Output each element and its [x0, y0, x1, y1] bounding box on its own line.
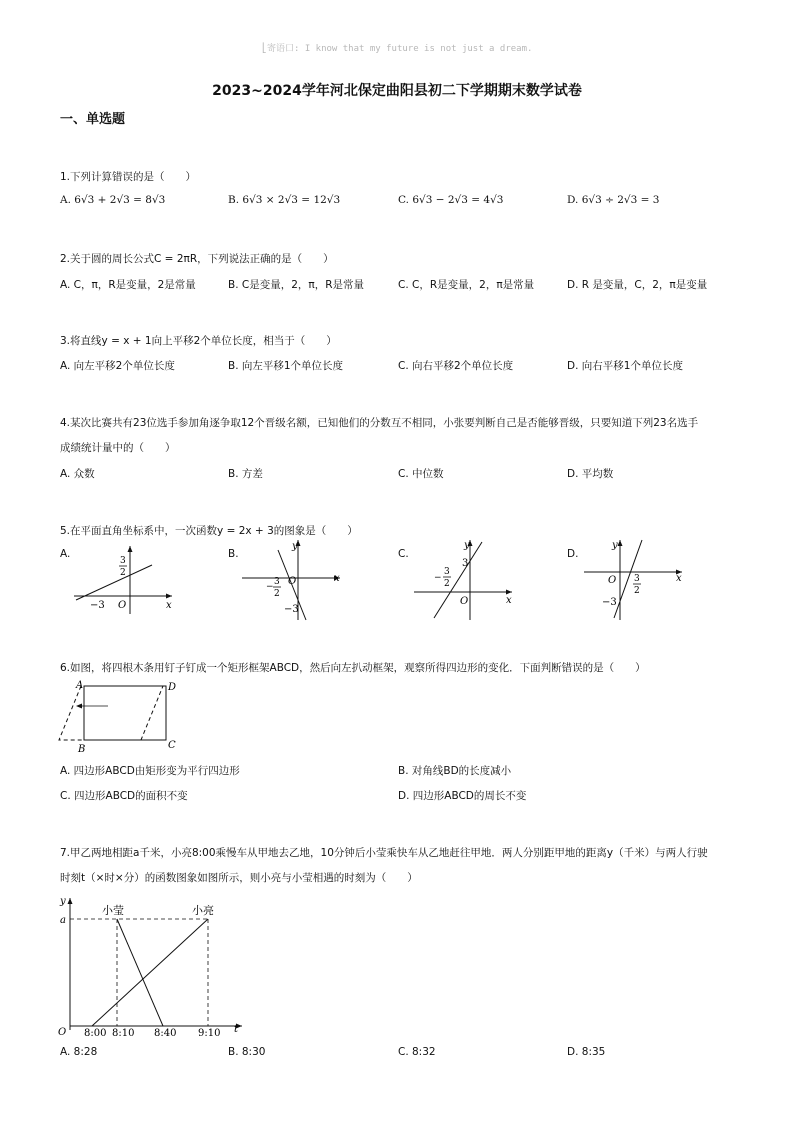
origin-label: O	[608, 575, 617, 586]
parallelogram-dashed	[59, 686, 163, 740]
watermark: ⎣寄语口: I know that my future is not just a dream.	[261, 44, 533, 54]
q6-option-b[interactable]: B. 对角线BD的长度减小	[398, 765, 512, 777]
q3-option-b[interactable]: B. 向左平移1个单位长度	[228, 360, 344, 372]
liang-label: 小亮	[192, 904, 214, 917]
tick-800: 8:00	[84, 1028, 107, 1039]
q4-option-d[interactable]: D. 平均数	[567, 468, 614, 480]
question-5-stem: 5.在平面直角坐标系中，一次函数y = 2x + 3的图象是（ ）	[60, 525, 358, 537]
pos3-label: 3	[462, 558, 469, 569]
q1-option-b[interactable]: B. 6√3 × 2√3 = 12√3	[228, 194, 341, 206]
y-axis-arrow	[128, 546, 133, 552]
y-label: y	[292, 541, 298, 552]
x-label: x	[676, 573, 682, 584]
function-line	[76, 565, 152, 600]
q5-option-c[interactable]: C.	[398, 548, 409, 560]
q2-option-b[interactable]: B. C是变量，2，π，R是常量	[228, 279, 365, 291]
y-label: y	[60, 896, 66, 907]
liang-line	[92, 919, 208, 1026]
q4-option-b[interactable]: B. 方差	[228, 468, 263, 480]
point-d: D	[168, 682, 177, 693]
neg3-label: −3	[284, 604, 299, 615]
question-3-stem: 3.将直线y = x + 1向上平移2个单位长度，相当于（ ）	[60, 335, 337, 347]
frac-den: 2	[634, 586, 640, 596]
q5-graph-b	[236, 536, 348, 622]
q3-option-c[interactable]: C. 向右平移2个单位长度	[398, 360, 514, 372]
q5-graph-c	[408, 536, 520, 622]
q5-option-b[interactable]: B.	[228, 548, 239, 560]
q6-option-a[interactable]: A. 四边形ABCD由矩形变为平行四边形	[60, 765, 240, 777]
q5-option-a[interactable]: A.	[60, 548, 71, 560]
tick-910: 9:10	[198, 1028, 221, 1039]
y-label: y	[612, 540, 618, 551]
q5-graph-d	[578, 536, 690, 622]
question-2-stem: 2.关于圆的周长公式C = 2πR，下列说法正确的是（ ）	[60, 253, 334, 265]
frac-num: 3	[120, 556, 126, 566]
y-axis-arrow	[68, 898, 73, 904]
x-label: x	[166, 600, 172, 611]
y-label: y	[464, 540, 470, 551]
q6-option-d[interactable]: D. 四边形ABCD的周长不变	[398, 790, 527, 802]
x-label: x	[334, 573, 340, 584]
point-b: B	[78, 744, 86, 755]
rectangle-frame	[84, 686, 166, 740]
q6-option-c[interactable]: C. 四边形ABCD的面积不变	[60, 790, 188, 802]
origin-label: O	[288, 576, 297, 587]
q2-option-c[interactable]: C. C，R是变量，2，π是常量	[398, 279, 535, 291]
q7-option-b[interactable]: B. 8:30	[228, 1046, 266, 1058]
q4-option-a[interactable]: A. 众数	[60, 468, 95, 480]
q7-option-a[interactable]: A. 8:28	[60, 1046, 98, 1058]
q7-option-c[interactable]: C. 8:32	[398, 1046, 436, 1058]
q3-option-d[interactable]: D. 向右平移1个单位长度	[567, 360, 683, 372]
t-label: t	[234, 1024, 239, 1035]
question-4-stem-line1: 4.某次比赛共有23位选手参加角逐争取12个晋级名额，已知他们的分数互不相同，小张要判断自己是否能够晋级，只要知道下列23名选手	[60, 417, 699, 429]
question-4-stem-line2: 成绩统计量中的（ ）	[60, 442, 176, 454]
q2-option-a[interactable]: A. C，π，R是变量，2是常量	[60, 279, 196, 291]
q1-option-d[interactable]: D. 6√3 ÷ 2√3 = 3	[567, 194, 660, 206]
a-label: a	[60, 915, 66, 926]
point-a: A	[76, 680, 84, 691]
ying-label: 小莹	[102, 904, 124, 917]
section-heading: 一、单选题	[60, 112, 126, 127]
tick-840: 8:40	[154, 1028, 177, 1039]
origin-label: O	[118, 600, 127, 611]
question-6-stem: 6.如图，将四根木条用钉子钉成一个矩形框架ABCD，然后向左扒动框架，观察所得四边形的变化．下面判断错误的是（ ）	[60, 662, 646, 674]
tick-810: 8:10	[112, 1028, 135, 1039]
origin-label: O	[460, 596, 469, 607]
frac-den: 2	[274, 589, 280, 599]
q5-graph-a	[68, 544, 178, 616]
frac-num: 3	[444, 567, 450, 577]
frac-neg: −	[434, 573, 442, 583]
q2-option-d[interactable]: D. R 是变量，C，2，π是变量	[567, 279, 708, 291]
q3-option-a[interactable]: A. 向左平移2个单位长度	[60, 360, 175, 372]
neg3-label: −3	[602, 597, 617, 608]
q6-figure	[56, 676, 186, 756]
question-1-stem: 1.下列计算错误的是（ ）	[60, 171, 197, 183]
frac-num: 3	[634, 574, 640, 584]
x-label: x	[506, 595, 512, 606]
neg3-label: −3	[90, 600, 105, 611]
q1-option-c[interactable]: C. 6√3 − 2√3 = 4√3	[398, 194, 504, 206]
question-7-stem-line2: 时刻t（×时×分）的函数图象如图所示，则小亮与小莹相遇的时刻为（ ）	[60, 872, 418, 884]
arrow-head	[76, 704, 82, 709]
origin-label: O	[58, 1027, 67, 1038]
question-7-stem-line1: 7.甲乙两地相距a千米，小亮8:00乘慢车从甲地去乙地，10分钟后小莹乘快车从乙地赶往甲地．两人分别距甲地的距离y（千米）与两人行驶	[60, 847, 708, 859]
y-axis-arrow	[618, 540, 623, 546]
page-title: 2023~2024学年河北保定曲阳县初二下学期期末数学试卷	[212, 83, 582, 99]
x-axis-arrow	[166, 594, 172, 599]
frac-den: 2	[120, 568, 126, 578]
ying-line	[117, 919, 163, 1026]
point-c: C	[168, 740, 176, 751]
frac-num: 3	[274, 577, 280, 587]
q5-option-d[interactable]: D.	[567, 548, 579, 560]
q7-option-d[interactable]: D. 8:35	[567, 1046, 606, 1058]
q4-option-c[interactable]: C. 中位数	[398, 468, 444, 480]
q7-graph	[56, 892, 252, 1042]
q1-option-a[interactable]: A. 6√3 + 2√3 = 8√3	[60, 194, 166, 206]
frac-den: 2	[444, 579, 450, 589]
x-axis-arrow	[506, 590, 512, 595]
frac-neg: −	[266, 582, 274, 592]
